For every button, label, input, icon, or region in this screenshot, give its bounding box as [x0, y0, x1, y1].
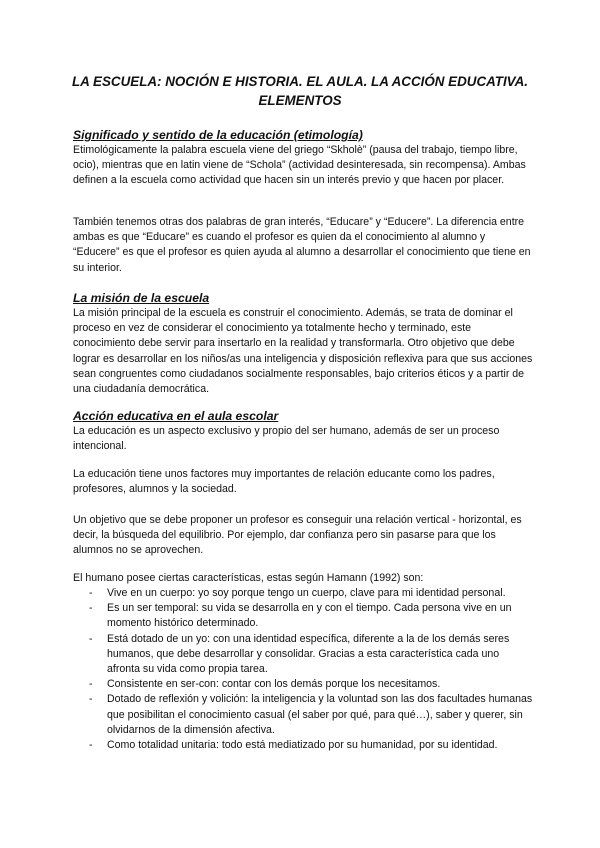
paragraph-etymology-1: Etimológicamente la palabra escuela viene del griego “Skholè” (pausa del trabajo, tiempo libre, ocio), mientras que en latin viene de “Schola” (actividad desinteresada, sin recompensa). Ambas definen a la escuela como actividad que hacen sin un interés previo y que hacen por placer.: [73, 144, 526, 187]
paragraph-etymology-2: También tenemos otras dos palabras de gran interés, “Educare” y “Educere”. La diferencia entre ambas es que “Educare” es cuando el profesor es quien da el conocimiento al alumno y “Educere” es que el profesor es quien ayuda al alumno a desarrollar el conocimiento que tiene en su interior.: [73, 216, 531, 274]
list-item-text: Consistente en ser-con: contar con los demás porque los necesitamos.: [107, 678, 441, 691]
paragraph-action-2: La educación tiene unos factores muy importantes de relación educante como los padres, profesores, alumnos y la sociedad.: [73, 468, 495, 496]
section-heading-educational-action: Acción educativa en el aula escolar: [73, 409, 279, 423]
list-item: [73, 601, 533, 631]
paragraph-action-3: Un objetivo que se debe proponer un profesor es conseguir una relación vertical - horizontal, es decir, la búsqueda del equilibrio. Por ejemplo, dar confianza pero sin pasarse para que los alumnos no se aprovechen.: [73, 514, 522, 557]
list-item-text: Como totalidad unitaria: todo está mediatizado por su humanidad, por su identidad.: [107, 739, 498, 752]
bullet-dash: -: [89, 693, 93, 706]
bullet-dash: -: [89, 739, 93, 752]
bullet-dash: -: [89, 632, 93, 645]
list-item-text: Vive en un cuerpo: yo soy porque tengo un cuerpo, clave para mi identidad personal.: [107, 587, 506, 599]
paragraph-action-1: La educación es un aspecto exclusivo y propio del ser humano, además de ser un proceso intencional.: [73, 425, 500, 453]
list-item-text: Dotado de reflexión y volición: la inteligencia y la voluntad son las dos facultades humanas que posibilitan el conocimiento casual (el saber por qué, para qué…), saber y querer, sin olvidarnos de la dimensión afectiva.: [107, 693, 533, 736]
list-item: [73, 586, 533, 601]
bullet-dash: -: [89, 602, 93, 615]
list-item-text: Es un ser temporal: su vida se desarrolla en y con el tiempo. Cada persona vive en un momento histórico determinado.: [107, 602, 512, 630]
list-item-text: Está dotado de un yo: con una identidad específica, diferente a la de los demás seres humanos, que debe desarrollar y consolidar. Gracias a esta característica cada uno afronta su vida como propia tarea.: [107, 632, 510, 676]
list-item: [73, 692, 533, 738]
bullet-dash: -: [89, 678, 93, 691]
document-title: LA ESCUELA: NOCIÓN E HISTORIA. EL AULA. LA ACCIÓN EDUCATIVA. ELEMENTOS: [71, 74, 529, 108]
list-item: [73, 677, 533, 692]
paragraph-mission: La misión principal de la escuela es construir el conocimiento. Además, se trata de dominar el proceso en vez de considerar el conocimiento ya totalmente hecho y terminado, este conocimiento debe servir para insertarlo en la realidad y transformarla. Otro objetivo que debe lograr es desarrollar en los niños/as una inteligencia y disposición reflexiva para que sus acciones sean congruentes como ciudadanos socialmente responsables, bajo criterios éticos y a partir de una ciudadanía democrática.: [73, 307, 533, 396]
section-heading-etymology: Significado y sentido de la educación (etimología): [73, 128, 363, 142]
section-heading-mission: La misión de la escuela: [73, 291, 210, 305]
list-item: [73, 632, 533, 678]
bullet-dash: -: [89, 587, 93, 599]
paragraph-action-4: El humano posee ciertas características, estas según Hamann (1992) son:: [73, 572, 424, 584]
characteristics-list: [73, 586, 533, 753]
list-item: [73, 738, 533, 753]
